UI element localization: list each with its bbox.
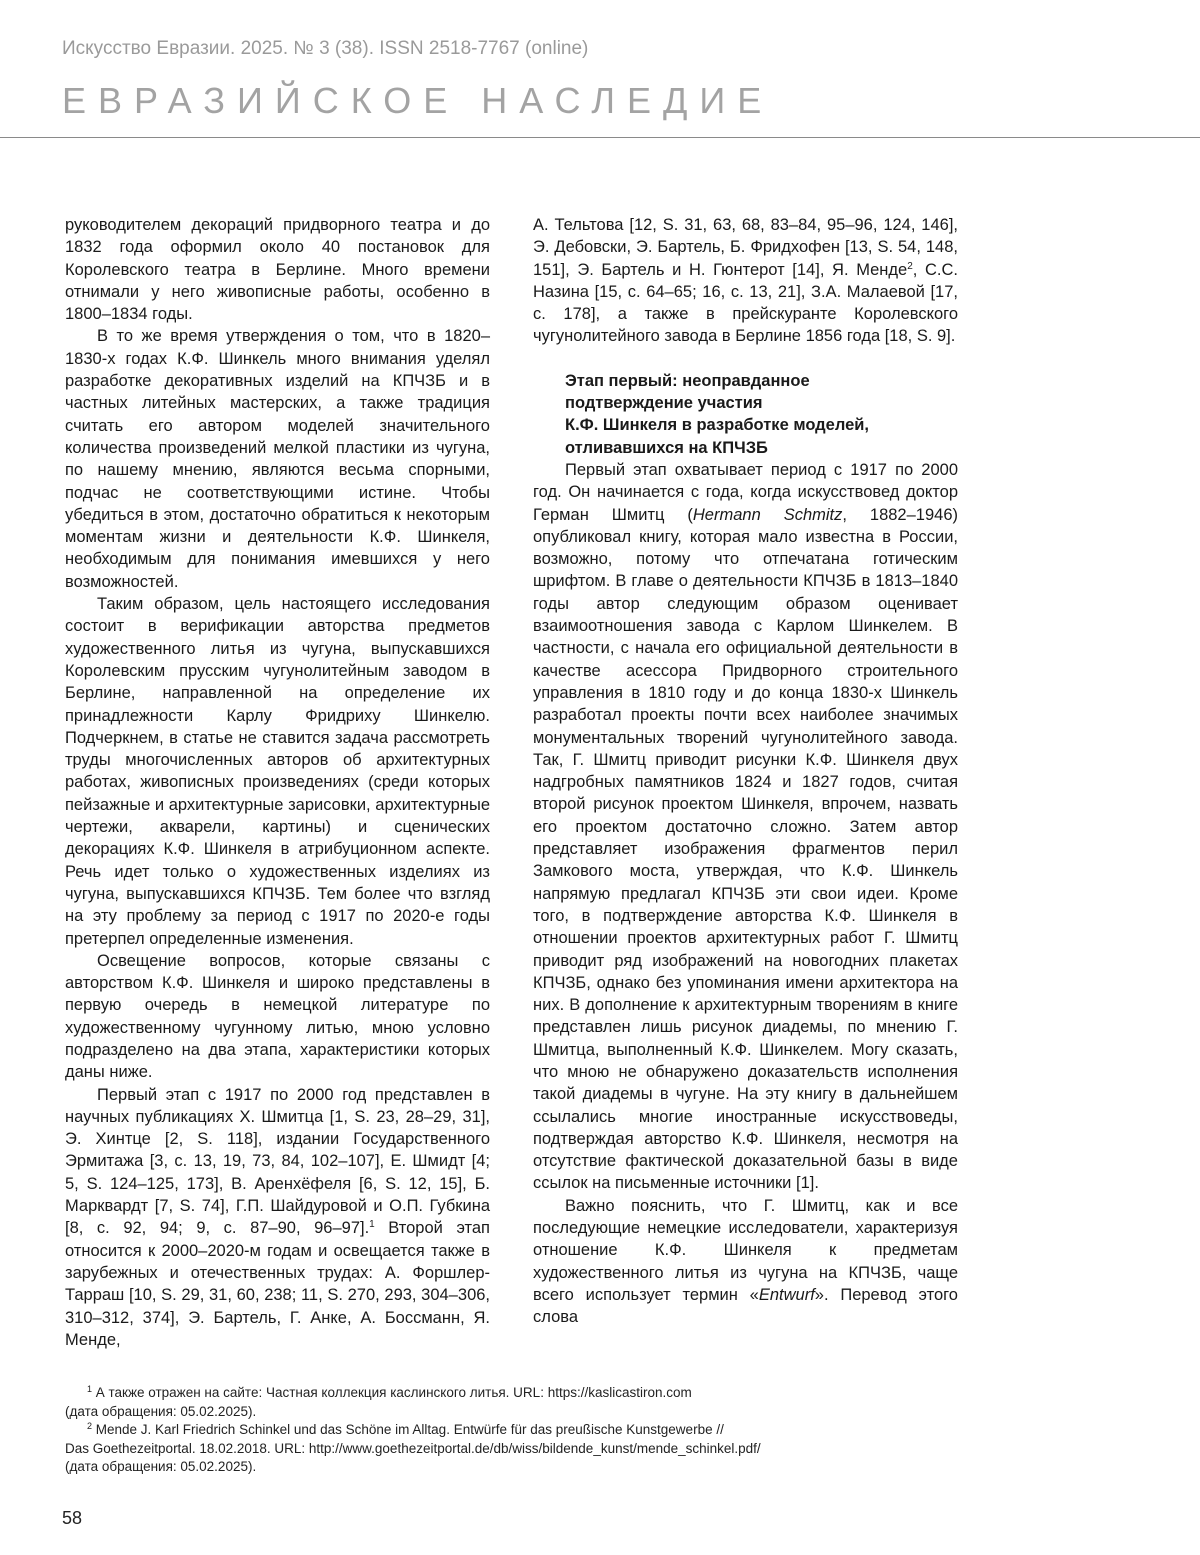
paragraph-text: А. Тельтова [12, S. 31, 63, 68, 83–84, 95–96, 124, 146], Э. Дебовски, Э. Бартель, Б. Фридхофен [13, S. 54, 148, 151], Э. Бартель и Н. Гюнтерот [14], Я. Менде — [533, 216, 958, 279]
heading-line: Этап первый: неоправданное — [565, 371, 810, 390]
paragraph: Освещение вопросов, которые связаны с авторством К.Ф. Шинкеля и широко представлены в первую очередь в немецкой литературе по художественному чугунному литью, мною условно подразделено на два этапа, характеристики которых даны ниже. — [65, 951, 490, 1082]
italic-term: Entwurf — [758, 1285, 815, 1304]
paragraph — [533, 214, 958, 348]
paragraph-text: , С.С. Назина [15, с. 64–65; 16, с. 13, 21], З.А. Малаевой [17, с. 178], а также в прейскуранте Королевского чугунолитейного завода в Берлине 1856 года [18, S. 9]. — [533, 260, 959, 346]
footnote-1 — [65, 1384, 885, 1403]
italic-term: Hermann Schmitz — [692, 505, 843, 524]
paragraph-text: , 1882–1946) опубликовал книгу, которая мало известна в России, возможно, потому что отпечатана готическим шрифтом. В главе о деятельности КПЧЗБ в 1813–1840 годы автор следующим образом оценивает взаимоотношения завода с Карлом Шинкелем. В частности, с начала его официальной деятельности в качестве асессора Придворного строительного управления в 1810 году и до конца 1830-х Шинкель разработал проекты почти всех наиболее значимых монументальных творений чугунолитейного завода. Так, Г. Шмитц приводит рисунки К.Ф. Шинкеля двух надгробных памятников 1824 и 1827 годов, считая второй рисунок проектом Шинкеля, впрочем, назвать его проектом достаточно сложно. Затем автор представляет изображения фрагментов перил Замкового моста, утверждая, что К.Ф. Шинкель напрямую предлагал КПЧЗБ эти свои идеи. Кроме того, в подтверждение авторства К.Ф. Шинкеля в отношении проектов архитектурных работ Г. Шмитц приводит ряд изображений на новогодних плакетах КПЧЗБ, однако без упоминания имени архитектора на них. В дополнение к архитектурным творениям в книге представлен лишь рисунок диадемы, по мнению Г. Шмитца, выполненный К.Ф. Шинкелем. Могу сказать, что мною не обнаружено доказательств исполнения такой диадемы в чугуне. На эту книгу в дальнейшем ссылались многие иностранные искусствоведы, подтверждая авторство К.Ф. Шинкеля, несмотря на отсутствие фактической доказательной базы в виде ссылок на письменные источники [1]. — [533, 505, 958, 1193]
right-column — [533, 214, 958, 1329]
paragraph-text: Первый этап с 1917 по 2000 год представлен в научных публикациях Х. Шмитца [1, S. 23, 28–29, 31], Э. Хинтце [2, S. 118], издании Государственного Эрмитажа [3, с. 13, 19, 73, 84, 102–107], Е. Шмидт [4; 5, S. 124–125, 173], В. Аренхёфеля [6, S. 12, 15], Б. Марквардт [7, S. 74], Г.П. Шайдуровой и О.П. Губкина [8, с. 92, 94; 9, с. 87–90, 96–97]. — [65, 1085, 490, 1238]
left-column — [65, 214, 490, 1351]
paragraph — [533, 459, 958, 1195]
paragraph-text: Второй этап относится к 2000–2020-м годам и освещается также в зарубежных и отечественных трудах: А. Форшлер-Тарраш [10, S. 29, 31, 60, 238; 11, S. 270, 293, 304–306, 310–312, 374], Э. Бартель, Г. Анке, А. Боссманн, Я. Менде, — [65, 1219, 490, 1349]
footnote-mark: 1 — [87, 1384, 93, 1394]
heading-line: отливавшихся на КПЧЗБ — [565, 438, 768, 457]
footnote-mark: 2 — [87, 1421, 93, 1431]
footnote-continuation: Das Goethezeitportal. 18.02.2018. URL: http://www.goethezeitportal.de/db/wiss/bildende_kunst/mende_schinkel.pdf/ — [65, 1440, 761, 1456]
heading-line: К.Ф. Шинкеля в разработке моделей, — [565, 416, 869, 435]
header-divider — [0, 137, 1200, 138]
footnote-continuation: (дата обращения: 05.02.2025). — [65, 1459, 257, 1474]
section-heading — [533, 370, 958, 459]
footnotes — [65, 1384, 885, 1477]
paragraph: В то же время утверждения о том, что в 1820–1830-х годах К.Ф. Шинкель много внимания уделял разработке декоративных изделий на КПЧЗБ и в частных литейных мастерских, а также традиция считать его автором моделей значительного количества произведений мелкой пластики из чугуна, по нашему мнению, являются весьма спорными, подчас не соответствующими истине. Чтобы убедиться в этом, достаточно обратиться к некоторым моментам жизни и деятельности К.Ф. Шинкеля, необходимым для понимания имевшихся у него возможностей. — [65, 327, 490, 591]
footnote-2 — [65, 1421, 885, 1440]
paragraph-text: Важно пояснить, что Г. Шмитц, как и все последующие немецкие исследователи, характеризуя отношение К.Ф. Шинкеля к предметам художественного литья из чугуна на КПЧЗБ, чаще всего использует термин « — [533, 1196, 958, 1304]
section-title: ЕВРАЗИЙСКОЕ НАСЛЕДИЕ — [62, 80, 774, 121]
paragraph-text: ». Перевод этого слова — [533, 1285, 958, 1327]
paragraph — [65, 1084, 490, 1352]
page-number: 58 — [62, 1508, 83, 1528]
paragraph-text: Первый этап охватывает период с 1917 по 2000 год. Он начинается с года, когда искусствовед доктор Герман Шмитц ( — [533, 460, 958, 524]
paragraph — [533, 1195, 958, 1329]
journal-header: Искусство Евразии. 2025. № 3 (38). ISSN 2518-7767 (online) — [62, 38, 589, 59]
footnote-ref[interactable]: 2 — [907, 260, 913, 272]
footnote-text: Mende J. Karl Friedrich Schinkel und das Schöne im Alltag. Entwürfe für das preußische Kunstgewerbe // — [92, 1422, 724, 1437]
footnote-continuation: (дата обращения: 05.02.2025). — [65, 1403, 257, 1419]
paragraph: руководителем декораций придворного театра и до 1832 года оформил около 40 постановок для Королевского театра в Берлине. Много времени отнимали у него живописные работы, особенно в 1800–1834 годы. — [65, 216, 490, 324]
footnote-text: А также отражен на сайте: Частная коллекция каслинского литья. URL: https://kaslicastiron.com — [92, 1385, 692, 1400]
footnote-ref[interactable]: 1 — [369, 1219, 375, 1231]
heading-line: подтверждение участия — [565, 394, 763, 413]
paragraph: Таким образом, цель настоящего исследования состоит в верификации авторства предметов художественного литья из чугуна, выпускавшихся Королевским прусским чугунолитейным заводом в Берлине, направленной на определение их принадлежности Карлу Фридриху Шинкелю. Подчеркнем, в статье не ставится задача рассмотреть труды многочисленных авторов об архитектурных работах, живописных произведениях (среди которых пейзажные и архитектурные зарисовки, архитектурные чертежи, акварели, картины) и сценических декорациях К.Ф. Шинкеля в атрибуционном аспекте. Речь идет только о художественных изделиях из чугуна, выпускавшихся КПЧЗБ. Тем более что взгляд на эту проблему за период с 1917 по 2020-е годы претерпел определенные изменения. — [65, 595, 490, 948]
